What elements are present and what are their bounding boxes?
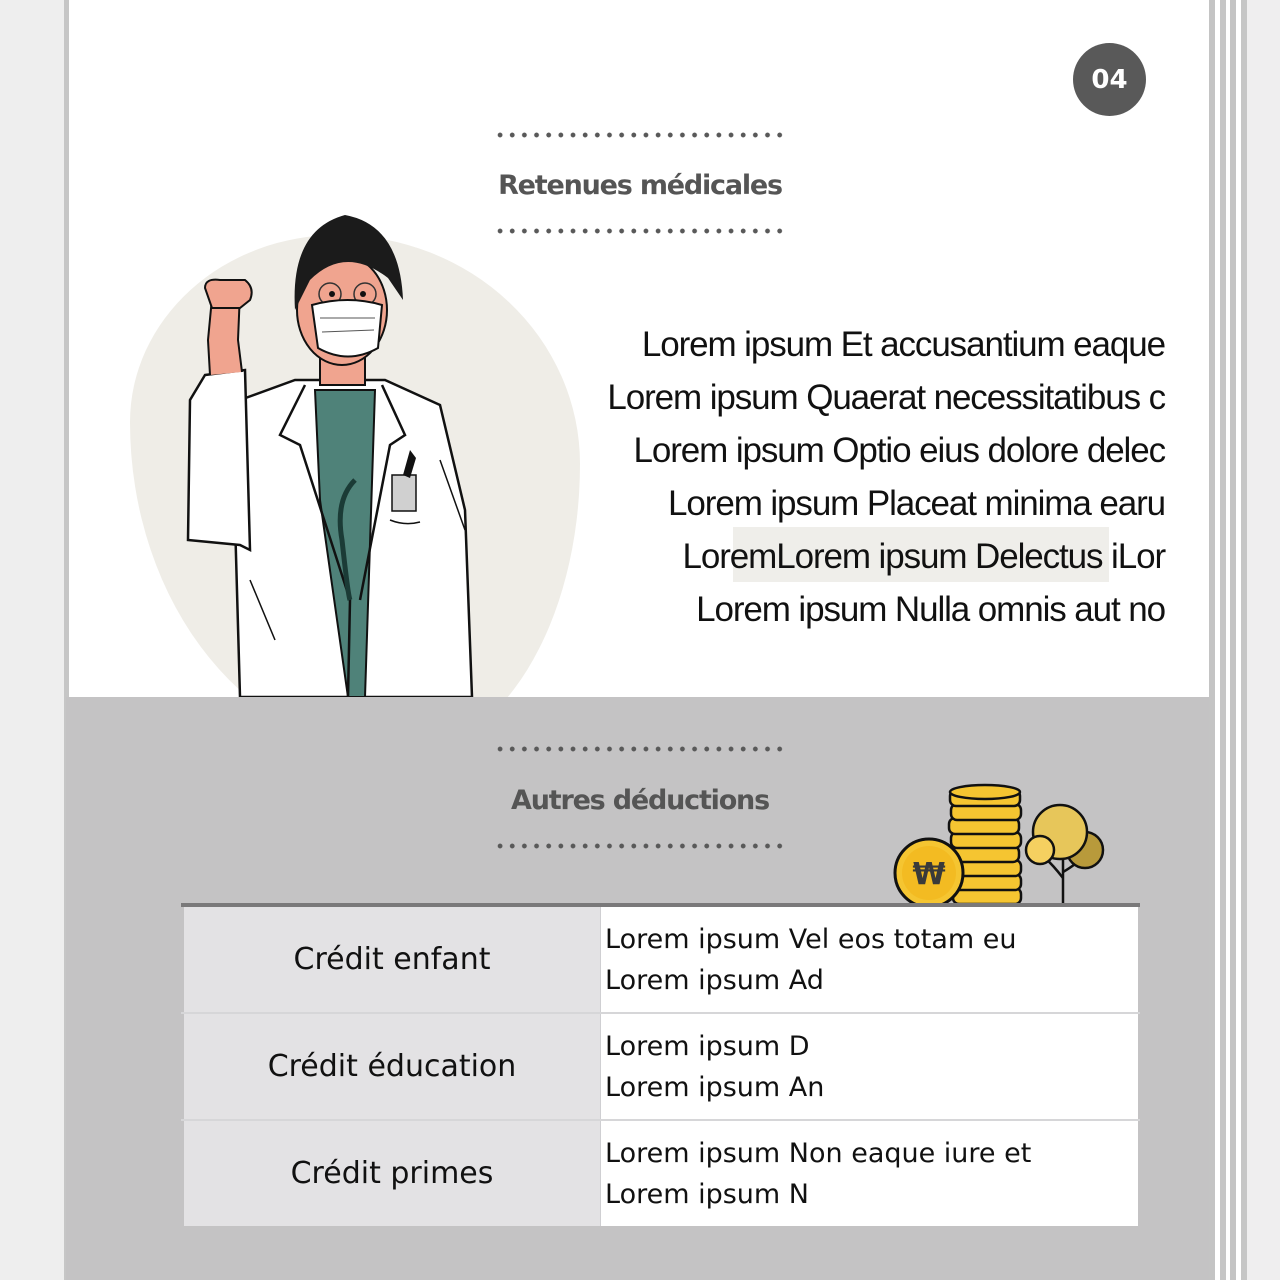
page-number-badge: 04 <box>1073 43 1146 116</box>
row-description <box>600 1121 1138 1226</box>
medical-text-block <box>525 318 1165 636</box>
text-line: Lorem ipsum Et accusantium eaque <box>641 325 1165 364</box>
desc-line: Lorem ipsum Non eaque iure et <box>605 1137 1032 1169</box>
text-line: Lorem ipsum Quaerat necessitatibus c <box>607 378 1165 417</box>
row-label: Crédit enfant <box>184 907 600 1012</box>
table-row <box>181 907 1140 1014</box>
desc-line: Lorem ipsum Ad <box>605 964 824 996</box>
dotted-divider <box>494 746 786 752</box>
row-label: Crédit éducation <box>184 1014 600 1119</box>
coins-and-tree-illustration <box>885 780 1115 910</box>
desc-line: Lorem ipsum Vel eos totam eu <box>605 923 1017 955</box>
text-line: Lorem ipsum Nulla omnis aut no <box>696 590 1165 629</box>
desc-line: Lorem ipsum N <box>605 1178 809 1210</box>
desc-line: Lorem ipsum D <box>605 1030 810 1062</box>
section-title-medical: Retenues médicales <box>498 170 782 201</box>
text-line: Lorem ipsum Placeat minima earu <box>668 484 1165 523</box>
table-row <box>181 1014 1140 1121</box>
dotted-divider <box>494 843 786 849</box>
row-description <box>600 907 1138 1012</box>
table-row <box>181 1121 1140 1226</box>
row-description <box>600 1014 1138 1119</box>
desc-line: Lorem ipsum An <box>605 1071 825 1103</box>
svg-text:₩: ₩ <box>912 857 946 892</box>
row-label: Crédit primes <box>184 1121 600 1226</box>
dotted-divider <box>494 132 786 138</box>
text-line: Lorem ipsum Optio eius dolore delec <box>633 431 1165 470</box>
dotted-divider <box>494 228 786 234</box>
text-line: LoremLorem ipsum Delectus iLor <box>682 537 1165 576</box>
section-title-other: Autres déductions <box>511 785 769 816</box>
deductions-table <box>181 903 1140 1226</box>
background-pane <box>1247 0 1280 1280</box>
